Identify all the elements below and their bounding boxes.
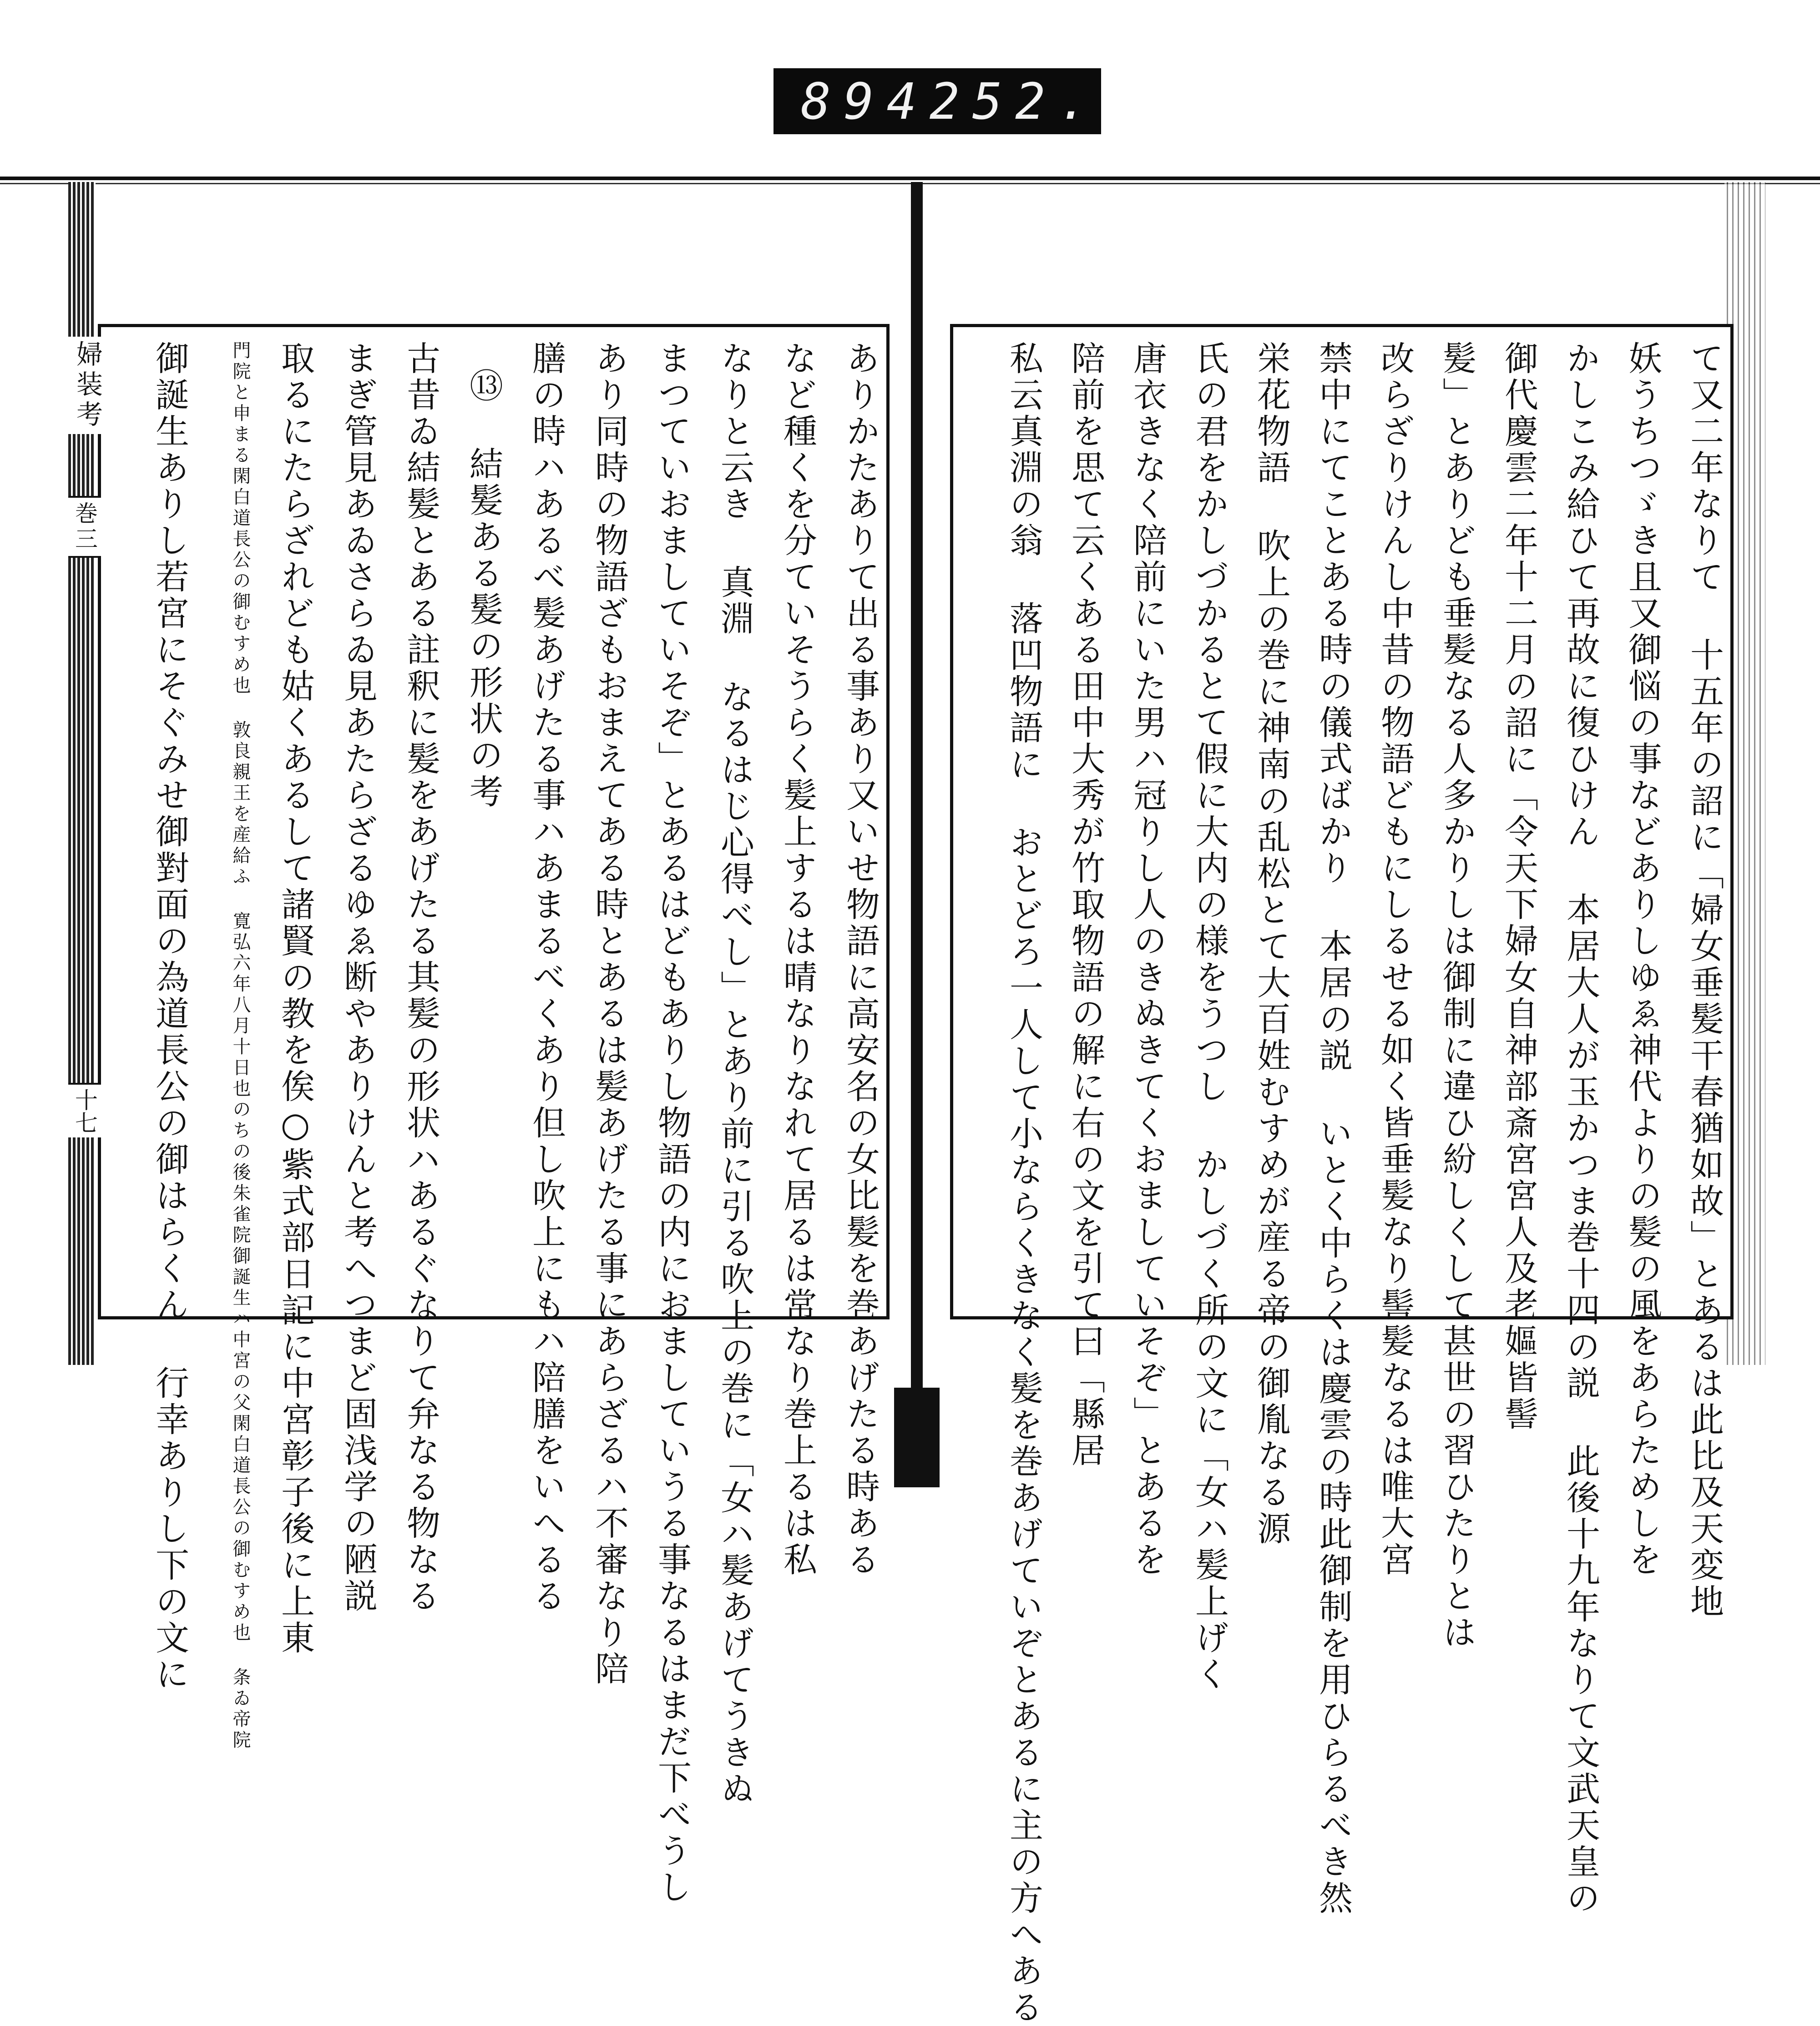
right-page bbox=[950, 324, 1734, 2026]
text-column: 改らざりけんし中昔の物語どもにしるせる如く皆垂髪なり髻髪なるは唯大宮 bbox=[1375, 341, 1415, 1578]
text-column: 古昔ゐ結髪とある註釈に髪をあげたる其髪の形状ハあるぐなりて弁なる物なる bbox=[401, 341, 440, 1615]
text-column: なりと云き 真淵 なるはじ心得べし」とあり前に引る吹上の巻に「女ハ髪あげてうきぬ bbox=[715, 341, 754, 1808]
text-column: 唐衣きなく陪前にいた男ハ冠りし人のきぬきてくおましていそぞ」とあるを bbox=[1128, 341, 1167, 1578]
text-column: 膳の時ハあるべ髪あげたる事ハあまるべくあり但し吹上にもハ陪膳をいへるる bbox=[527, 341, 566, 1615]
text-column: かしこみ給ひて再故に復ひけん 本居大人が玉かつま巻十四の説 此後十九年なりて文武天皇の bbox=[1561, 341, 1600, 1917]
catalog-stamp bbox=[774, 68, 1101, 134]
text-column: 私云真淵の翁 落凹物語に おとどろ一人して小ならくきなく髪を巻あげていぞとあるに主の方へある bbox=[1004, 341, 1043, 2026]
stamp-left-number: 894 bbox=[801, 72, 930, 131]
text-column: 髪」とありども垂髪なる人多かりしは御制に違ひ紛しくして甚世の習ひたりとは bbox=[1437, 341, 1476, 1651]
spine-foot bbox=[894, 1388, 940, 1487]
margin-volume: 巻三 bbox=[68, 496, 101, 558]
text-column: 禁中にてことある時の儀式ばかり 本居の説 いとく中らくは慶雲の時此御制を用ひらるべき然 bbox=[1314, 341, 1353, 1917]
section-heading: ⑬ 結髪ある髪の形状の考 bbox=[464, 368, 503, 810]
book-spine bbox=[911, 182, 923, 1487]
top-rule bbox=[0, 177, 1820, 180]
text-column: など種くを分ていそうらく髪上するは晴なりなれて居るは常なり巻上るは私 bbox=[778, 341, 817, 1578]
text-column: ありかたありて出る事あり又いせ物語に高安名の女比髪を巻あげたる時ある bbox=[841, 341, 880, 1578]
text-column: て又二年なりて 十五年の詔に「婦女垂髪干春猶如故」とあるは此比及天変地 bbox=[1685, 341, 1724, 1620]
top-rule-secondary bbox=[0, 183, 1820, 184]
stamp-right-number: 252. bbox=[929, 72, 1101, 131]
margin-page-number: 十七 bbox=[68, 1083, 101, 1137]
text-column: まつていおましていそぞ」とあるはどもありし物語の内におましていうる事なるはまだ下べうし bbox=[652, 341, 692, 1906]
text-column: 栄花物語 吹上の巻に神南の乱松とて大百姓むすめが産る帝の御胤なる源 bbox=[1252, 341, 1291, 1547]
text-column: 氏の君をかしづかるとて假に大内の様をうつし かしづく所の文に「女ハ髪上げく bbox=[1190, 341, 1229, 1693]
text-column: 御代慶雲二年十二月の詔に「令天下婦女自神部斎宮宮人及老嫗皆髻 bbox=[1499, 341, 1538, 1433]
text-column: 妖うちつゞき且又御悩の事などありしゆゑ神代よりの髪の風をあらためしを bbox=[1623, 341, 1662, 1578]
text-column: 陪前を思て云くある田中大秀が竹取物語の解に右の文を引て曰「縣居 bbox=[1066, 341, 1105, 1469]
text-column: 取るにたらざれども姑くあるして諸賢の教を俟○紫式部日記に中宮彰子後に上東 bbox=[276, 341, 315, 1657]
text-column: まぎ管見あゐさらゐ見あたらざるゆゑ断やありけんと考へつまど固浅学の陋説 bbox=[339, 341, 378, 1615]
left-page bbox=[98, 324, 890, 1906]
text-column-annotation: 門院と申まる閑白道長公の御むすめ也 敦良親王を産給ふ 寛弘六年八月十日也のちの後朱雀院御誕生ハ中宮の父閑白道長公の御むすめ也 条ゐ帝院 bbox=[230, 341, 251, 1751]
text-column: 御誕生ありし若宮にそぐみせ御對面の為道長公の御はらくん 行幸ありし下の文に bbox=[150, 341, 189, 1693]
margin-book-title: 婦装考 bbox=[68, 337, 106, 434]
text-column: あり同時の物語ざもおまえてある時とあるは髪あげたる事にあらざるハ不審なり陪 bbox=[590, 341, 629, 1687]
